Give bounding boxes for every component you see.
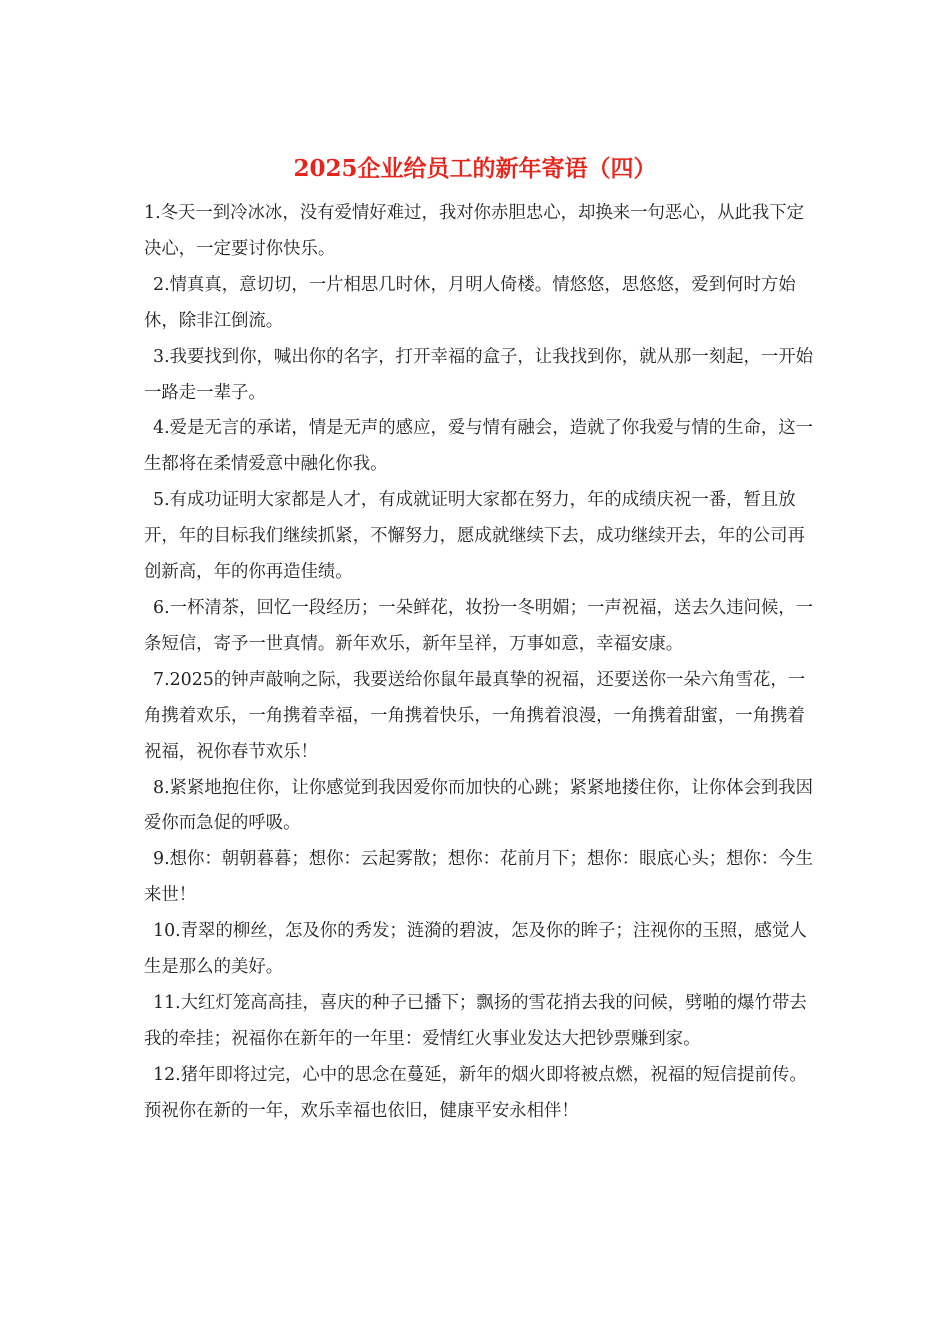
paragraph-10: 10.青翠的柳丝，怎及你的秀发；涟漪的碧波，怎及你的眸子；注视你的玉照，感觉人生是那么的美好。 bbox=[144, 921, 807, 978]
document-body bbox=[144, 196, 816, 1130]
paragraph-9: 9.想你：朝朝暮暮；想你：云起雾散；想你：花前月下；想你：眼底心头；想你：今生来世！ bbox=[144, 849, 814, 906]
paragraph-7: 7.2025的钟声敲响之际，我要送给你鼠年最真挚的祝福，还要送你一朵六角雪花，一角携着欢乐，一角携着幸福，一角携着快乐，一角携着浪漫，一角携着甜蜜，一角携着祝福，祝你春节欢乐！ bbox=[144, 669, 806, 762]
paragraph-8: 8.紧紧地抱住你，让你感觉到我因爱你而加快的心跳；紧紧地搂住你，让你体会到我因爱你而急促的呼吸。 bbox=[144, 777, 814, 834]
paragraph-3: 3.我要找到你，喊出你的名字，打开幸福的盒子，让我找到你，就从那一刻起，一开始一路走一辈子。 bbox=[144, 346, 814, 403]
paragraph-2: 2.情真真，意切切，一片相思几时休，月明人倚楼。情悠悠，思悠悠，爱到何时方始休，除非江倒流。 bbox=[144, 274, 796, 331]
document-title: 2025企业给员工的新年寄语（四） bbox=[293, 155, 657, 182]
paragraph-1: 1.冬天一到冷冰冰，没有爱情好难过，我对你赤胆忠心，却换来一句恶心，从此我下定决心，一定要讨你快乐。 bbox=[144, 203, 805, 259]
paragraph-4: 4.爱是无言的承诺，情是无声的感应，爱与情有融会，造就了你我爱与情的生命，这一生都将在柔情爱意中融化你我。 bbox=[144, 418, 814, 475]
paragraph-11: 11.大红灯笼高高挂，喜庆的种子已播下；飘扬的雪花捎去我的问候，劈啪的爆竹带去我的牵挂；祝福你在新年的一年里：爱情红火事业发达大把钞票赚到家。 bbox=[144, 992, 807, 1049]
paragraph-12: 12.猪年即将过完，心中的思念在蔓延，新年的烟火即将被点燃，祝福的短信提前传。预祝你在新的一年，欢乐幸福也依旧，健康平安永相伴！ bbox=[144, 1064, 807, 1121]
paragraph-6: 6.一杯清茶，回忆一段经历；一朵鲜花，妆扮一冬明媚；一声祝福，送去久违问候，一条短信，寄予一世真情。新年欢乐，新年呈祥，万事如意，幸福安康。 bbox=[144, 597, 814, 654]
paragraph-5: 5.有成功证明大家都是人才，有成就证明大家都在努力，年的成绩庆祝一番，暂且放开，年的目标我们继续抓紧，不懈努力，愿成就继续下去，成功继续开去，年的公司再创新高，年的你再造佳绩。 bbox=[144, 490, 805, 583]
